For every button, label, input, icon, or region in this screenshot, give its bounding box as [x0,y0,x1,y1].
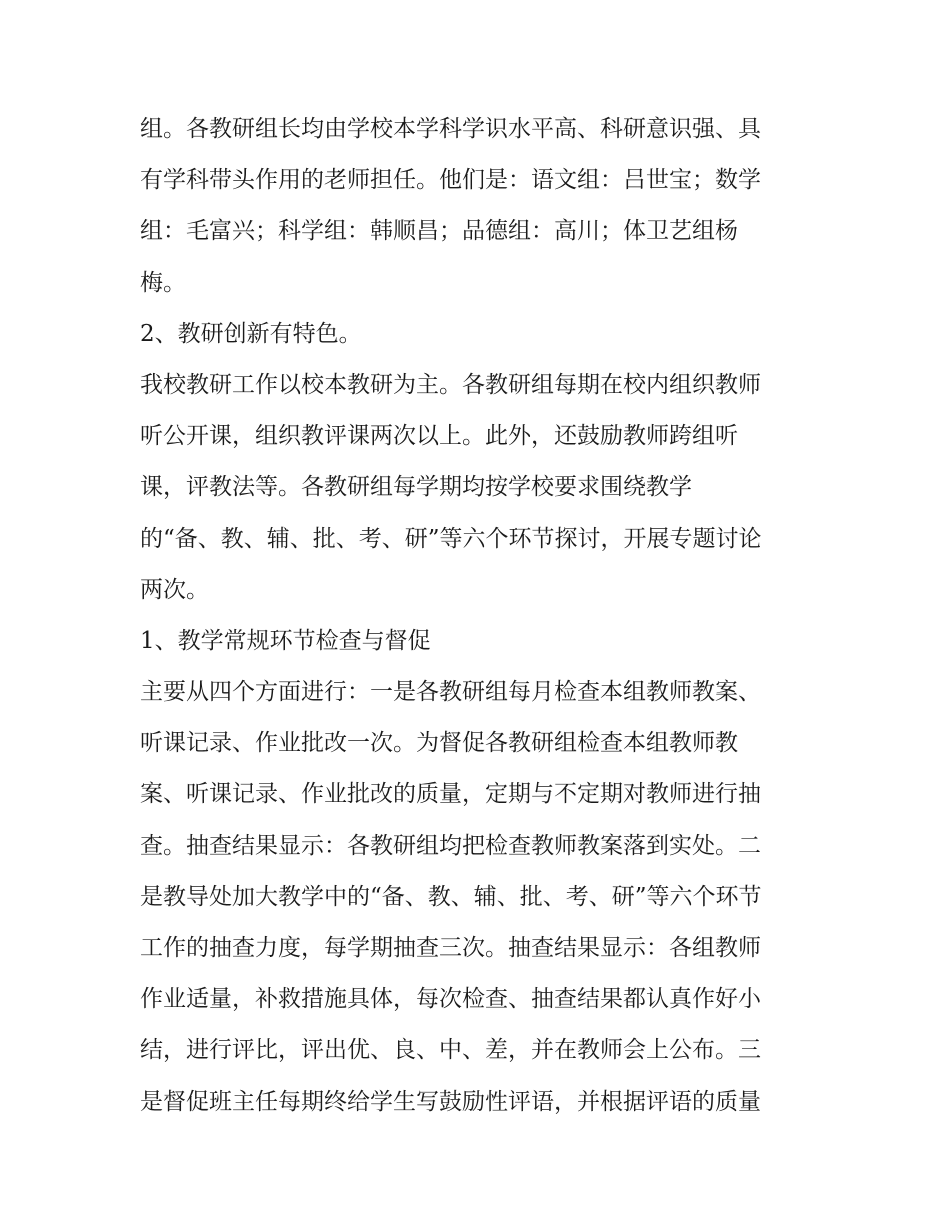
text-line: 查。抽查结果显示：各教研组均把检查教师教案落到实处。二 [140,832,761,859]
section-heading: 1、教学常规环节检查与督促 [140,627,431,654]
text-line: 课，评教法等。各教研组每学期均按学校要求围绕教学 [140,474,692,501]
text-line: 我校教研工作以校本教研为主。各教研组每期在校内组织教师 [140,371,761,398]
text-line: 两次。 [140,576,209,603]
text-line: 梅。 [140,269,186,296]
text-line: 组。各教研组长均由学校本学科学识水平高、科研意识强、具 [140,116,761,142]
document-body [140,104,820,1128]
text-line: 作业适量，补救措施具体，每次检查、抽查结果都认真作好小 [140,986,761,1013]
section-heading: 2、教研创新有特色。 [140,320,362,347]
text-line: 是教导处加大教学中的“备、教、辅、批、考、研”等六个环节 [140,883,762,910]
text-line: 工作的抽查力度，每学期抽查三次。抽查结果显示：各组教师 [140,935,761,961]
text-line: 的“备、教、辅、批、考、研”等六个环节探讨，开展专题讨论 [140,525,762,552]
text-line: 听课记录、作业批改一次。为督促各教研组检查本组教师教 [140,730,738,757]
text-line: 是督促班主任每期终给学生写鼓励性评语，并根据评语的质量 [140,1088,761,1115]
text-line: 结，进行评比，评出优、良、中、差，并在教师会上公布。三 [140,1037,761,1064]
text-line: 听公开课，组织教评课两次以上。此外，还鼓励教师跨组听 [140,423,738,450]
text-line: 组：毛富兴；科学组：韩顺昌；品德组：高川；体卫艺组杨 [140,218,738,245]
text-line: 主要从四个方面进行：一是各教研组每月检查本组教师教案、 [140,679,761,706]
text-line: 有学科带头作用的老师担任。他们是：语文组：吕世宝；数学 [140,167,761,194]
text-line: 案、听课记录、作业批改的质量，定期与不定期对教师进行抽 [140,781,761,808]
